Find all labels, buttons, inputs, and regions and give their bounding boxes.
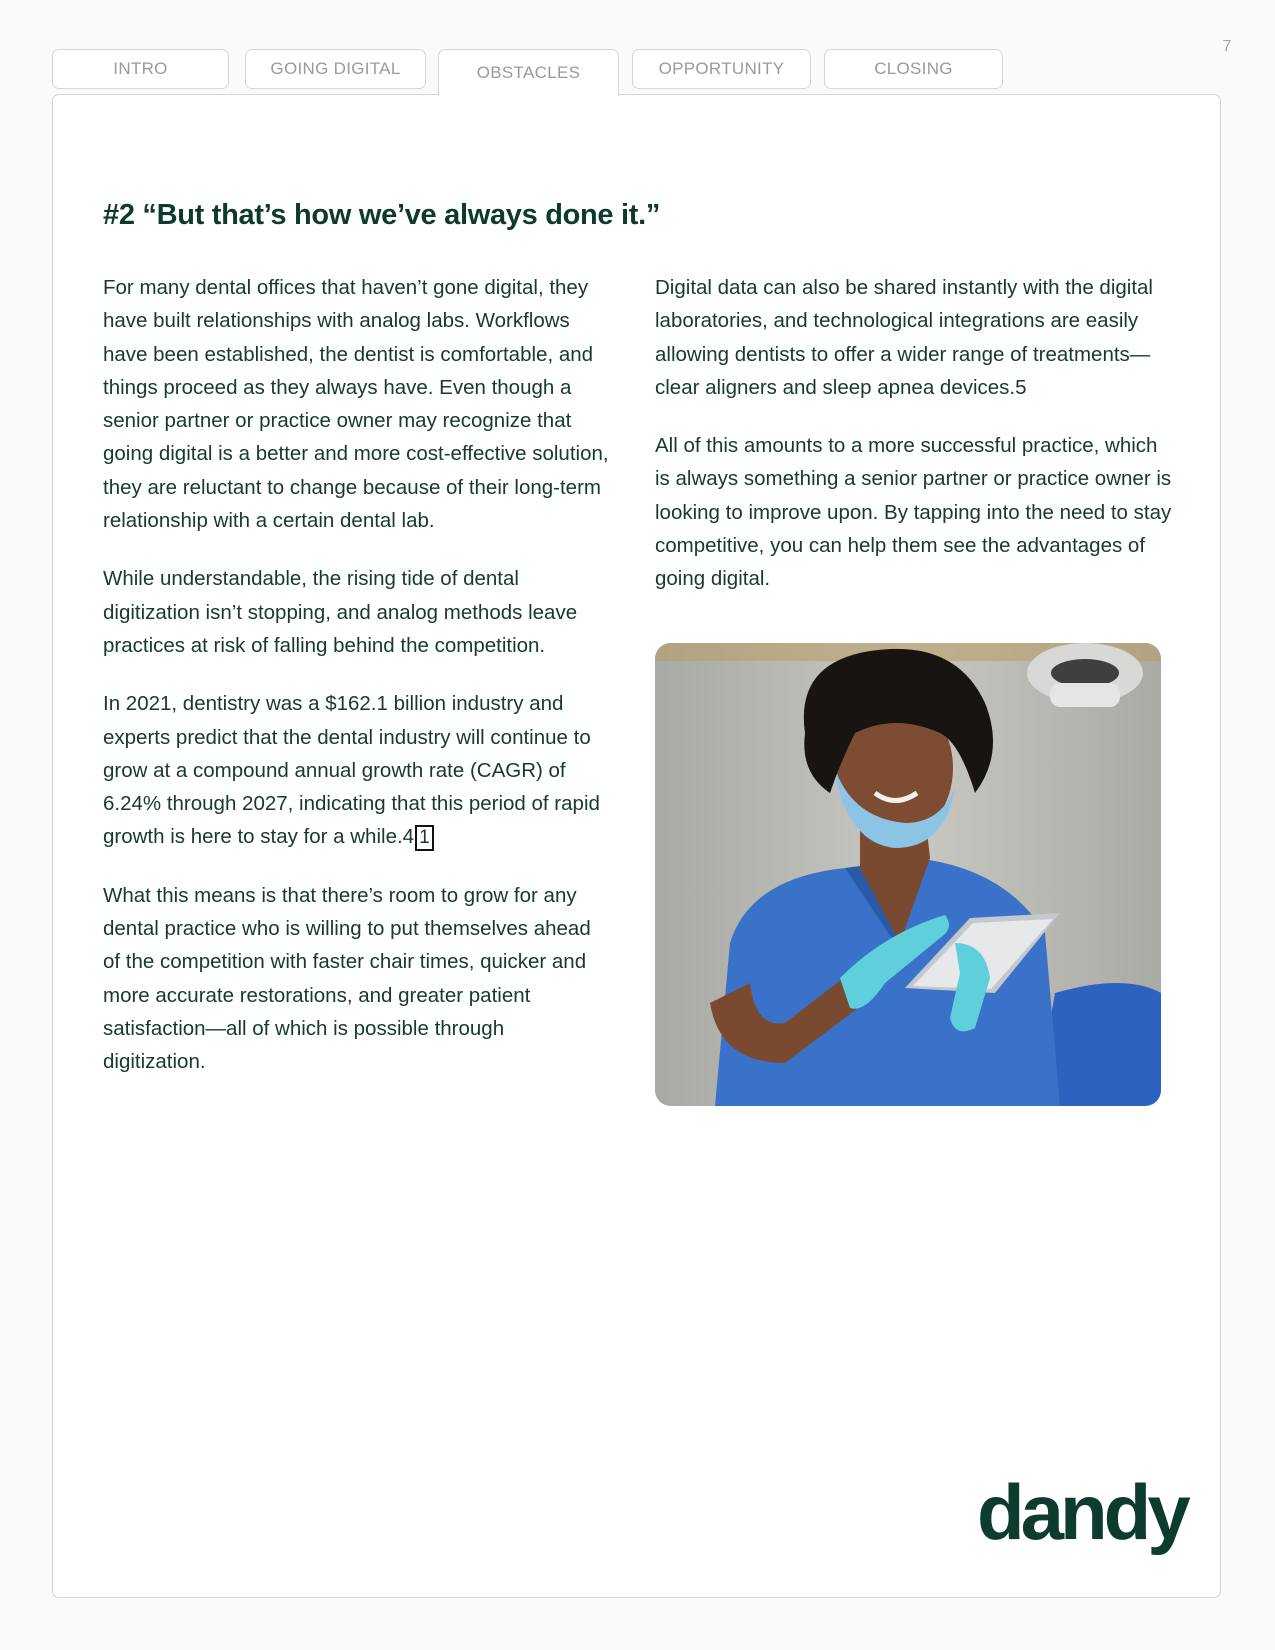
footnote-ref-link[interactable]: 1 [415,825,434,851]
paragraph [103,687,609,853]
tab-opportunity[interactable]: OPPORTUNITY [632,49,811,89]
page-number: 7 [1222,38,1232,55]
logo-wordmark: dandy [977,1468,1187,1556]
right-column [655,271,1173,621]
dentist-photo [655,643,1161,1106]
tab-intro[interactable]: INTRO [52,49,229,89]
content-panel [52,94,1221,1598]
paragraph [103,562,609,662]
tab-going-digital[interactable]: GOING DIGITAL [245,49,426,89]
left-column [103,271,609,1104]
paragraph: For many dental offices that haven’t gone digital, they have built relationships with analog labs. Workflows have been established, the dentist is comfortable, and things proceed as they always have. Even though a senior partner or practice owner may recognize that going digital is a better and more cost-effective solution, they are reluctant to change because of their long-term relationship with a certain dental lab. [103,276,609,533]
dandy-logo [977,1467,1187,1557]
tab-obstacles[interactable]: OBSTACLES [438,49,619,96]
paragraph: All of this amounts to a more successful practice, which is always something a senior partner or practice owner is looking to improve upon. By tapping into the need to stay competitive, you can help them see the advantages of going digital. [655,434,1172,591]
section-heading: #2 “But that’s how we’ve always done it.” [103,199,661,231]
tab-closing[interactable]: CLOSING [824,49,1003,89]
paragraph: What this means is that there’s room to grow for any dental practice who is willing to put themselves ahead of the competition with faster chair times, quicker and more accurate restorations, and greater patient satisfaction—all of which is possible through digitization. [103,883,591,1074]
paragraph-text: In 2021, dentistry was a $162.1 billion industry and experts predict that the dental industry will continue to grow at a compound annual growth rate (CAGR) of 6.24% through 2027, indicating that this period of rapid growth is here to stay for a while.4 [103,692,600,849]
paragraph-text: While understandable, the rising tide of dental digitization isn’t stopping, and analog methods leave practices at risk of falling behind the competition. [103,567,578,657]
paragraph: Digital data can also be shared instantly with the digital laboratories, and technological integrations are easily allowing dentists to offer a wider range of treatments—clear aligners and sleep apnea devices.5 [655,276,1153,399]
